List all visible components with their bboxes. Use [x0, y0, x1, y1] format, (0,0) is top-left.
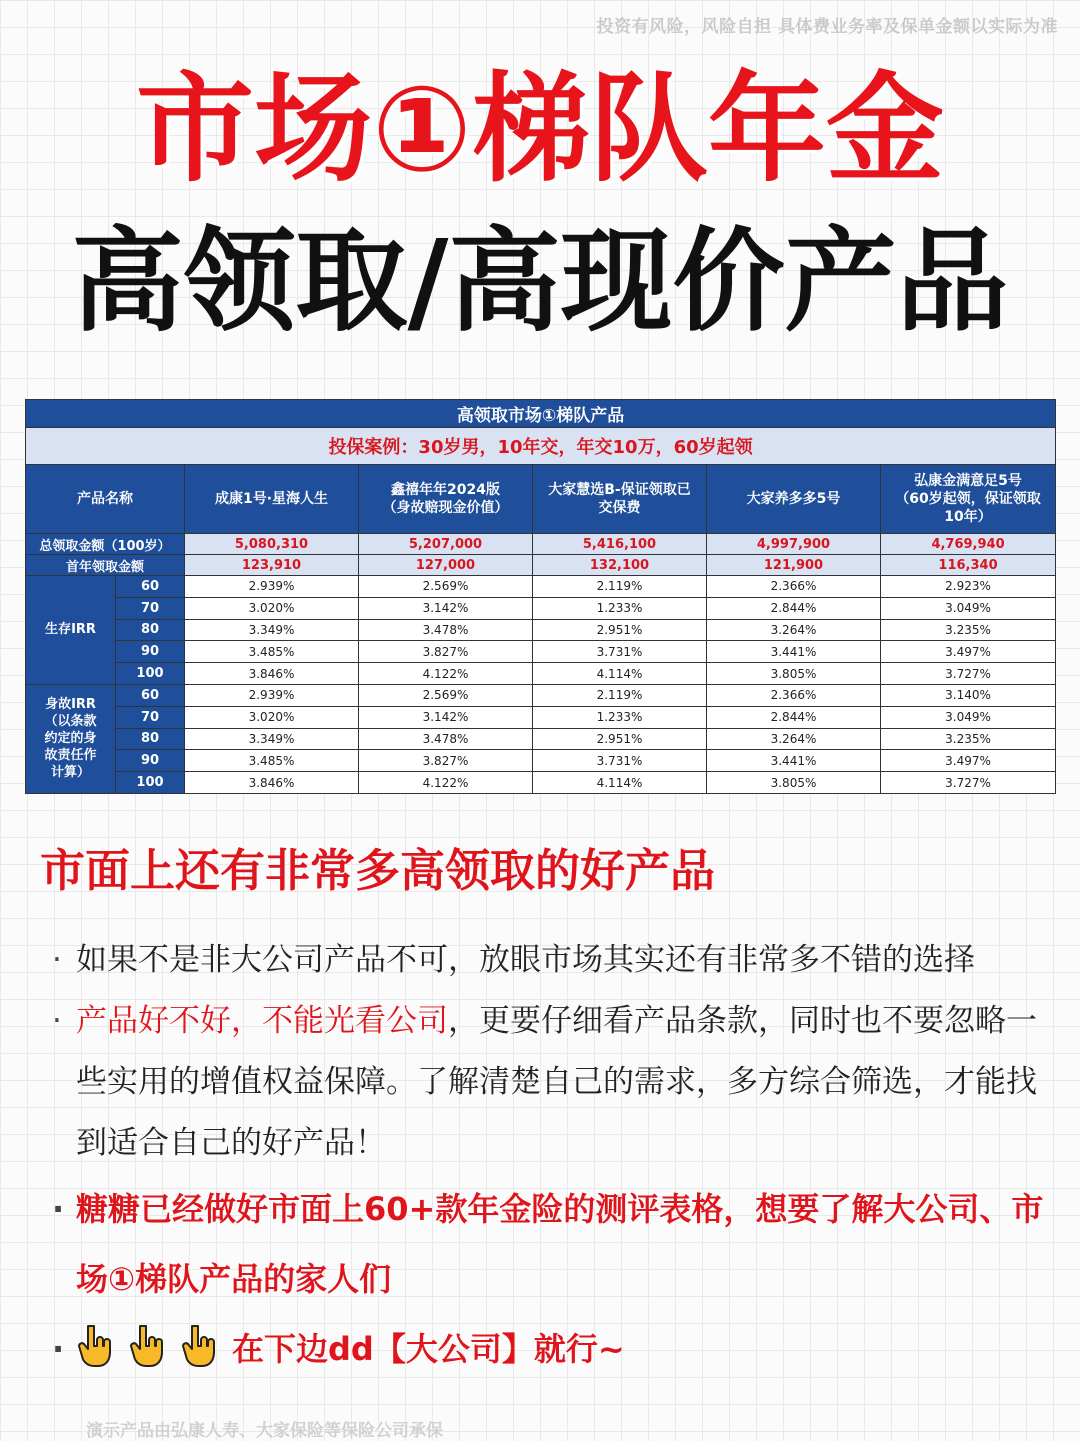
product-header: 鑫禧年年2024版 （身故赔现金价值） [359, 465, 533, 534]
bullet-text: 如果不是非大公司产品不可，放眼市场其实还有非常多不错的选择 [76, 942, 975, 978]
irr-cell: 2.951% [533, 728, 707, 750]
product-header: 大家养多多5号 [707, 465, 881, 534]
irr-cell: 3.349% [185, 728, 359, 750]
bullet-dot: · [52, 1330, 65, 1368]
irr-cell: 2.366% [707, 576, 881, 598]
age-cell: 60 [116, 684, 185, 706]
irr-cell: 3.846% [185, 772, 359, 794]
irr-cell: 3.020% [185, 597, 359, 619]
age-cell: 80 [116, 619, 185, 641]
first-year-value: 127,000 [359, 555, 533, 576]
irr-cell: 2.844% [707, 597, 881, 619]
total-value: 4,997,900 [707, 534, 881, 555]
irr-cell: 3.478% [359, 619, 533, 641]
footer-note: 演示产品由弘康人寿、大家保险等保险公司承保 [86, 1421, 443, 1441]
irr-cell: 3.142% [359, 706, 533, 728]
irr-cell: 3.846% [185, 663, 359, 685]
first-year-value: 123,910 [185, 555, 359, 576]
irr-cell: 3.485% [185, 750, 359, 772]
total-value: 5,416,100 [533, 534, 707, 555]
irr-cell: 4.122% [359, 772, 533, 794]
finger-point-down-icon [180, 1324, 218, 1368]
irr-cell: 3.235% [881, 728, 1056, 750]
survival-irr-label: 生存IRR [26, 576, 116, 685]
irr-cell: 2.119% [533, 684, 707, 706]
age-cell: 100 [116, 772, 185, 794]
irr-cell: 3.441% [707, 641, 881, 663]
age-cell: 80 [116, 728, 185, 750]
irr-cell: 2.939% [185, 684, 359, 706]
irr-cell: 3.049% [881, 597, 1056, 619]
bullet-dot: · [52, 1003, 62, 1039]
bullet-dot: · [52, 942, 62, 978]
comparison-table [25, 399, 1056, 794]
table-case: 投保案例：30岁男，10年交，年交10万，60岁起领 [26, 428, 1056, 465]
irr-cell: 3.805% [707, 772, 881, 794]
irr-cell: 3.731% [533, 641, 707, 663]
age-cell: 60 [116, 576, 185, 598]
first-year-value: 121,900 [707, 555, 881, 576]
age-cell: 100 [116, 663, 185, 685]
irr-cell: 3.497% [881, 641, 1056, 663]
death-irr-label: 身故IRR （以条款 约定的身 故责任作 计算） [26, 684, 116, 793]
irr-cell: 3.478% [359, 728, 533, 750]
irr-cell: 3.727% [881, 663, 1056, 685]
age-cell: 70 [116, 706, 185, 728]
age-cell: 70 [116, 597, 185, 619]
bullet-text-highlight: 产品好不好，不能光看公司 [76, 1003, 448, 1039]
finger-point-down-icon [128, 1324, 166, 1368]
irr-cell: 4.114% [533, 772, 707, 794]
disclaimer: 投资有风险，风险自担 具体费业务率及保单金额以实际为准 [596, 17, 1058, 37]
comparison-table-wrap [25, 399, 1055, 794]
age-cell: 90 [116, 641, 185, 663]
total-label: 总领取金额（100岁） [26, 534, 185, 555]
product-header: 弘康金满意足5号 （60岁起领，保证领取 10年） [881, 465, 1056, 534]
bullet-text: 糖糖已经做好市面上60+款年金险的测评表格，想要了解大公司、市场①梯队产品的家人们 [76, 1190, 1044, 1298]
total-value: 4,769,940 [881, 534, 1056, 555]
irr-cell: 1.233% [533, 597, 707, 619]
irr-cell: 3.142% [359, 597, 533, 619]
first-year-value: 132,100 [533, 555, 707, 576]
irr-cell: 2.366% [707, 684, 881, 706]
irr-cell: 2.923% [881, 576, 1056, 598]
bullet-item [48, 930, 1058, 991]
irr-cell: 3.264% [707, 619, 881, 641]
bullet-dot: · [52, 1190, 65, 1228]
bullet-item [48, 1314, 1058, 1384]
title-line-2: 高领取/高现价产品 [71, 217, 1009, 347]
irr-cell: 3.140% [881, 684, 1056, 706]
irr-cell: 3.827% [359, 641, 533, 663]
bullet-text: ，更要仔细看产品条款，同时也不要忽略一些实用的增值权益保障。了解清楚自己的需求，多方综合筛选，才能找到适合自己的好产品！ [76, 1003, 1037, 1161]
first-year-value: 116,340 [881, 555, 1056, 576]
irr-cell: 3.805% [707, 663, 881, 685]
finger-point-down-icon [76, 1324, 114, 1368]
product-header: 成康1号·星海人生 [185, 465, 359, 534]
bullet-item [48, 991, 1058, 1174]
title-line-1: 市场①梯队年金 [136, 60, 944, 198]
irr-cell: 3.727% [881, 772, 1056, 794]
irr-cell: 3.441% [707, 750, 881, 772]
irr-cell: 3.497% [881, 750, 1056, 772]
first-year-label: 首年领取金额 [26, 555, 185, 576]
bullet-text: 在下边dd【大公司】就行~ [232, 1330, 625, 1368]
irr-cell: 3.349% [185, 619, 359, 641]
irr-cell: 2.951% [533, 619, 707, 641]
irr-cell: 3.049% [881, 706, 1056, 728]
irr-cell: 4.122% [359, 663, 533, 685]
irr-cell: 2.119% [533, 576, 707, 598]
total-value: 5,207,000 [359, 534, 533, 555]
irr-cell: 3.020% [185, 706, 359, 728]
bullet-item [48, 1174, 1058, 1314]
irr-cell: 3.264% [707, 728, 881, 750]
irr-cell: 3.731% [533, 750, 707, 772]
irr-cell: 1.233% [533, 706, 707, 728]
col-header-label: 产品名称 [26, 465, 185, 534]
irr-cell: 2.569% [359, 576, 533, 598]
product-header: 大家慧选B-保证领取已 交保费 [533, 465, 707, 534]
irr-cell: 2.844% [707, 706, 881, 728]
irr-cell: 3.827% [359, 750, 533, 772]
irr-cell: 2.939% [185, 576, 359, 598]
sub-heading: 市面上还有非常多高领取的好产品 [40, 844, 716, 897]
table-title: 高领取市场①梯队产品 [26, 400, 1056, 428]
irr-cell: 2.569% [359, 684, 533, 706]
irr-cell: 3.235% [881, 619, 1056, 641]
irr-cell: 3.485% [185, 641, 359, 663]
total-value: 5,080,310 [185, 534, 359, 555]
irr-cell: 4.114% [533, 663, 707, 685]
age-cell: 90 [116, 750, 185, 772]
bullet-list [48, 930, 1058, 1384]
